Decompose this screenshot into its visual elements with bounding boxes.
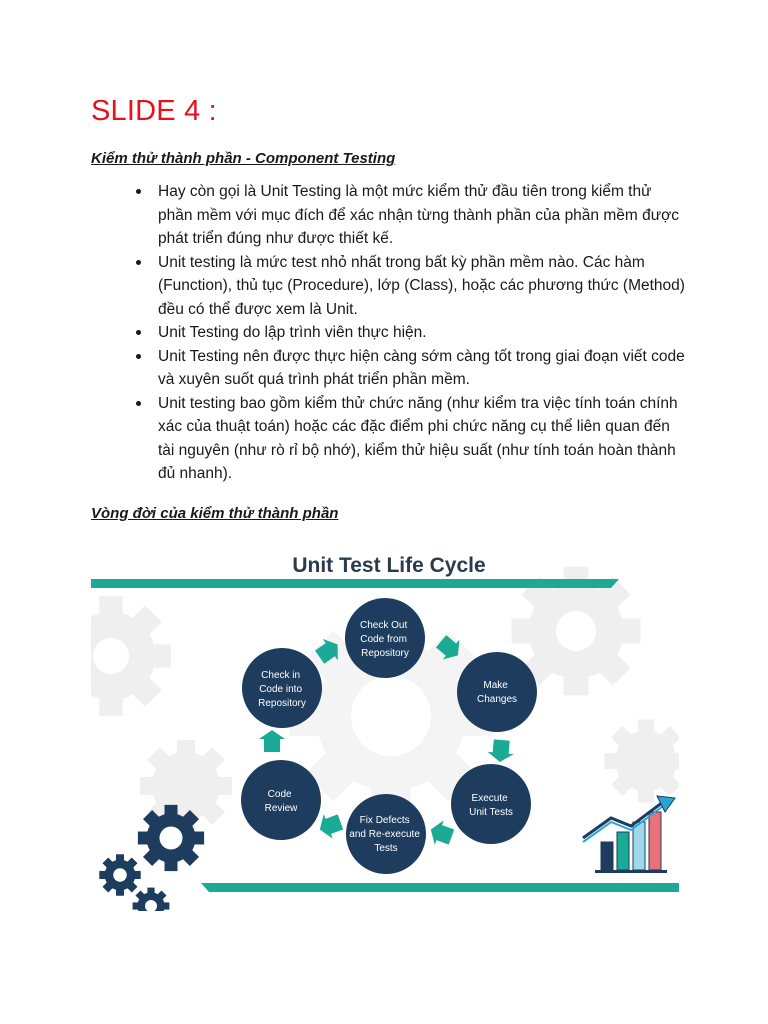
list-item: Unit Testing do lập trình viên thực hiện.: [158, 321, 688, 345]
node-check-in: [242, 648, 322, 728]
node-code-review: [241, 760, 321, 840]
list-item: Unit Testing nên được thực hiện càng sớm càng tốt trong giai đoạn viết code và xuyên suốt quá trình phát triển phần mềm.: [158, 345, 688, 392]
node-label-line: Code from: [360, 634, 407, 645]
bottom-teal-bar: [201, 883, 679, 892]
node-label-line: Tests: [374, 843, 398, 854]
list-item: Unit testing là mức test nhỏ nhất trong bất kỳ phần mềm nào. Các hàm (Function), thủ tục (Procedure), lớp (Class), hoặc các phương thức (Method) đều có thể được xem là Unit.: [158, 251, 688, 322]
arrow-icon: [259, 730, 285, 752]
node-label-line: Changes: [476, 694, 518, 705]
node-label-line: Execute: [471, 793, 508, 804]
slide-title: SLIDE 4 :: [91, 95, 217, 127]
node-label-line: Check Out: [359, 620, 408, 631]
top-teal-bar: [91, 579, 619, 588]
diagram-canvas: [91, 536, 679, 911]
node-label-line: Check in: [261, 670, 301, 681]
gear-icon: [138, 805, 204, 871]
svg-text:Check Out Code from: [360, 620, 410, 659]
node-fix-defects: [346, 794, 426, 874]
gear-icon: [605, 720, 679, 803]
node-label-line: Repository: [361, 648, 409, 659]
node-execute-unit-tests: [451, 764, 531, 844]
gear-icon: [99, 854, 140, 895]
section-heading-component-testing: Kiểm thử thành phần - Component Testing: [91, 150, 396, 167]
node-label-line: and Re-execute: [349, 829, 420, 840]
unit-test-life-cycle-diagram: [91, 536, 679, 911]
diagram-title: Unit Test Life Cycle: [292, 554, 486, 577]
growth-chart-icon: [583, 796, 675, 873]
svg-text:Check in Code into: [258, 670, 306, 709]
node-label-line: Make: [483, 680, 508, 691]
node-label-line: Fix Defects: [359, 815, 410, 826]
node-label-line: Repository: [258, 698, 306, 709]
dark-gears-decoration: [99, 805, 204, 911]
node-label-line: Unit Tests: [469, 807, 513, 818]
node-label-line: Code: [267, 789, 292, 800]
list-item: Hay còn gọi là Unit Testing là một mức kiểm thử đầu tiên trong kiểm thử phần mềm với mục đích để xác nhận từng thành phần của phần mềm được phát triển đúng như được thiết kế.: [158, 180, 688, 251]
node-label-line: Code into: [259, 684, 303, 695]
arrow-icon: [487, 739, 515, 763]
section-heading-lifecycle: Vòng đời của kiểm thử thành phần: [91, 505, 339, 522]
node-check-out: [345, 598, 425, 678]
bullet-list: [158, 180, 688, 486]
node-make-changes: [457, 652, 537, 732]
arrow-icon: [315, 810, 345, 842]
gear-icon: [133, 888, 170, 911]
arrow-icon: [426, 817, 456, 849]
node-label-line: Review: [264, 803, 298, 814]
list-item: Unit testing bao gồm kiểm thử chức năng (như kiểm tra việc tính toán chính xác của thuật toán) hoặc các đặc điểm phi chức năng cụ thể liên quan đến tài nguyên (như rò rỉ bộ nhớ), kiểm thử hiệu suất (như tính toán hoàn thành đủ nhanh).: [158, 392, 688, 486]
